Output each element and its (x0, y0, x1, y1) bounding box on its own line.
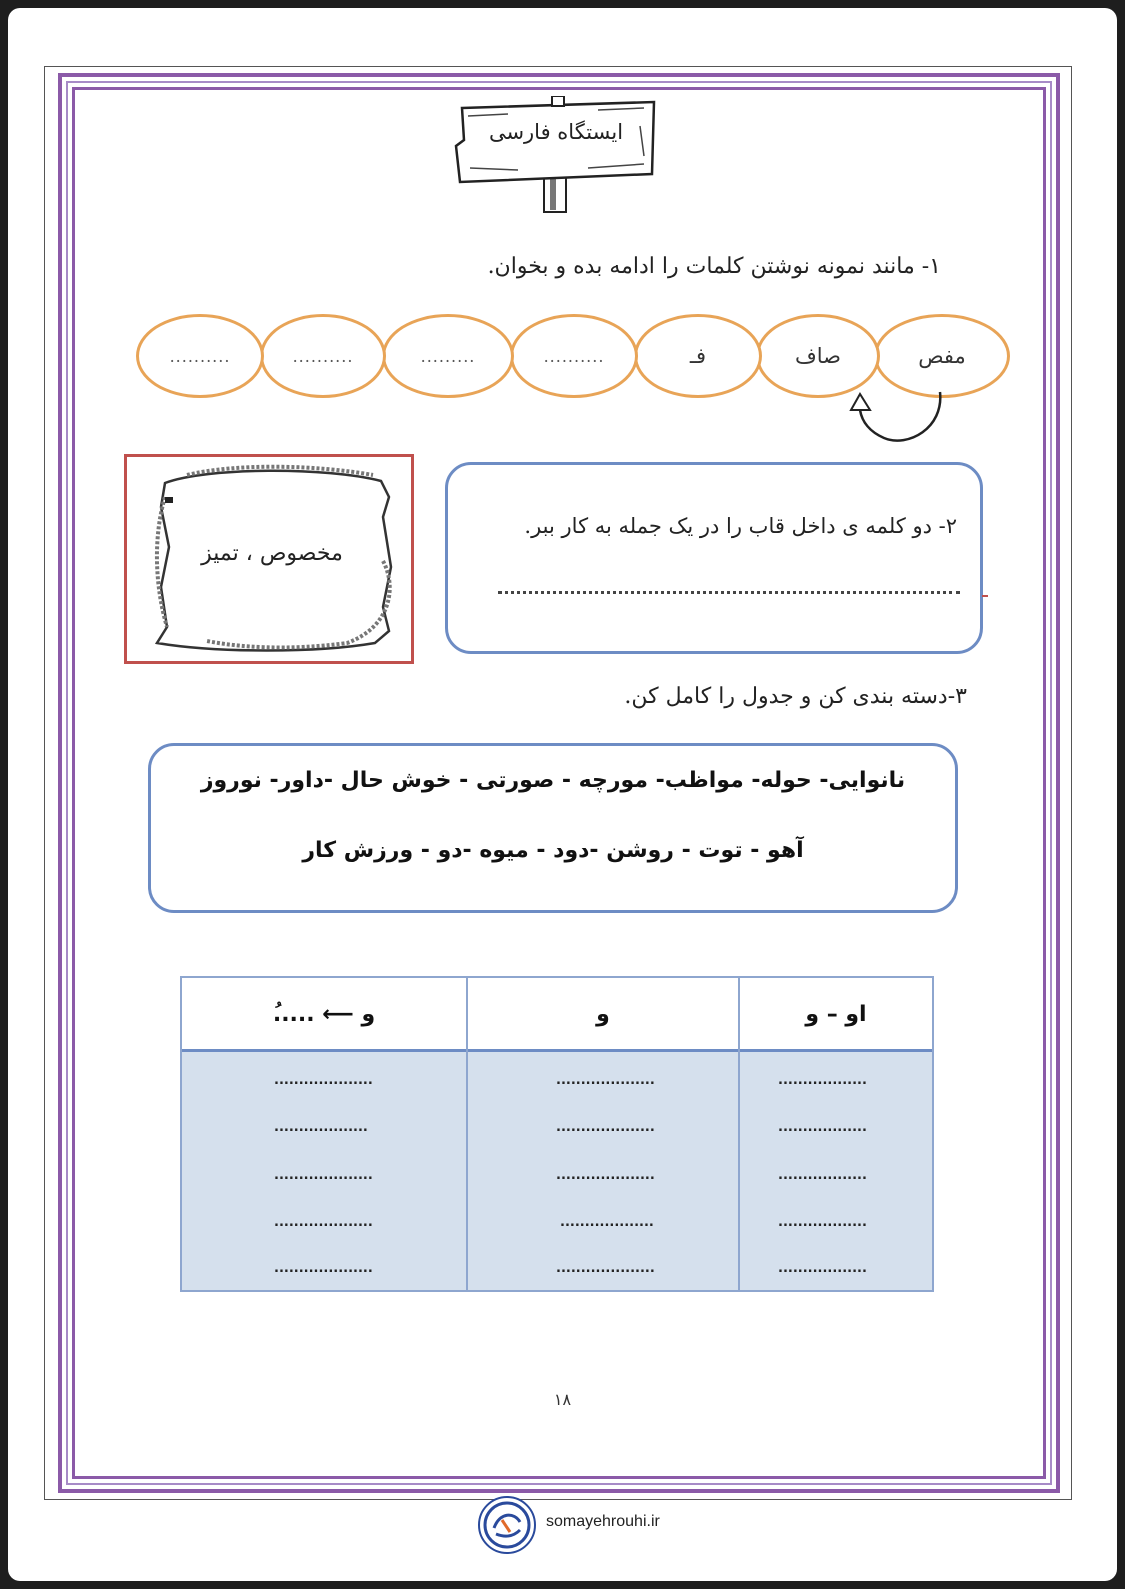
oval-word-3: فـ (634, 314, 762, 398)
oval-blank-4[interactable] (136, 314, 264, 398)
table-cell[interactable]: .................... (556, 1168, 655, 1183)
frame-words-text: مخصوص ، تمیز (201, 541, 343, 566)
table-header-cell: او – و (805, 1001, 867, 1027)
title-signpost (448, 96, 666, 214)
question-3-text: ۳-دسته بندی کن و جدول را کامل کن. (624, 684, 967, 709)
footer-site-link[interactable]: somayehrouhi.ir (546, 1513, 660, 1530)
classification-table (180, 976, 934, 1292)
table-cell[interactable]: .................. (778, 1073, 867, 1088)
oval-word-1: مفص (874, 314, 1010, 398)
wooden-sign-icon (448, 96, 666, 214)
oval-blank-1[interactable] (510, 314, 638, 398)
oval-blank-3[interactable] (260, 314, 386, 398)
table-cell[interactable]: .................. (778, 1261, 867, 1276)
blank-dots: ......... (420, 346, 476, 366)
question-2-text: ۲- دو کلمه ی داخل قاب را در یک جمله به کار ببر. (524, 514, 957, 538)
decorative-tick (982, 595, 988, 597)
table-cell[interactable]: .................... (556, 1073, 655, 1088)
table-header-cell: و (596, 1001, 610, 1027)
question-1-text: ۱- مانند نمونه نوشتن کلمات را ادامه بده و بخوان. (487, 254, 941, 279)
table-cell[interactable]: ................... (274, 1120, 368, 1135)
blank-dots: .......... (543, 346, 605, 366)
page-number: ۱۸ (553, 1390, 572, 1409)
table-cell[interactable]: .................... (274, 1261, 373, 1276)
page-title: ایستگاه فارسی (488, 120, 624, 144)
table-cell[interactable]: .................... (556, 1261, 655, 1276)
table-header-cell: و ⟵ .....ُ (272, 1001, 376, 1027)
word-bank-line-1: نانوایی- حوله- مواظب- مورچه - صورتی - خوش حال -داور- نوروز (200, 768, 906, 793)
table-cell[interactable]: .................... (556, 1120, 655, 1135)
table-cell[interactable]: .................... (274, 1215, 373, 1230)
table-cell[interactable]: .................. (778, 1120, 867, 1135)
word-frame (124, 454, 414, 664)
curved-arrow-icon (848, 388, 958, 458)
blank-dots: .......... (169, 346, 231, 366)
table-cell[interactable]: .................... (274, 1073, 373, 1088)
blank-dots: .......... (292, 346, 354, 366)
word-bank-box (148, 743, 958, 913)
table-cell[interactable]: ................... (560, 1215, 654, 1230)
oval-word-2: صاف (756, 314, 880, 398)
table-cell[interactable]: .................. (778, 1168, 867, 1183)
somayeh-rouhi-logo-icon (478, 1496, 536, 1554)
oval-blank-2[interactable] (382, 314, 514, 398)
table-cell[interactable]: .................... (274, 1168, 373, 1183)
answer-line[interactable] (498, 591, 960, 594)
table-cell[interactable]: .................. (778, 1215, 867, 1230)
word-bank-line-2: آهو - توت - روشن -دود - میوه -دو - ورزش کار (302, 838, 804, 863)
worksheet-page (8, 8, 1117, 1581)
question-2-box (445, 462, 983, 654)
